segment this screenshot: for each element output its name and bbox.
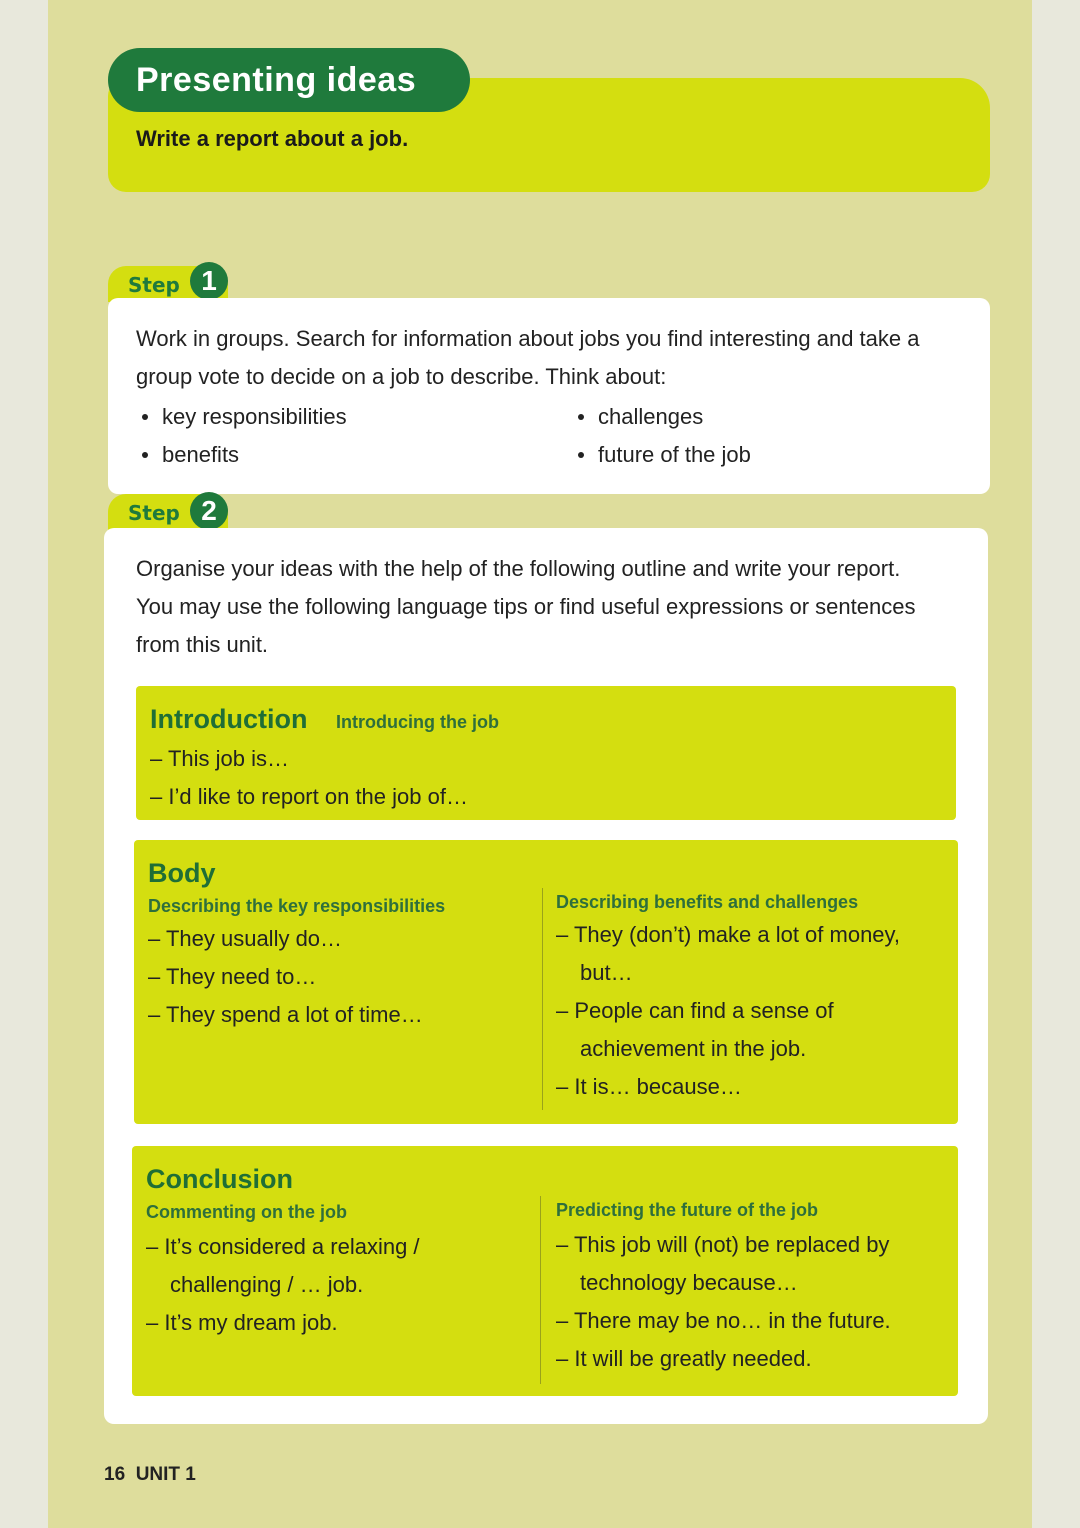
bullet-item: benefits xyxy=(162,442,240,467)
step-1-text-line1: Work in groups. Search for information about jobs you find interesting and take a xyxy=(136,326,920,351)
step-1-number: 1 xyxy=(190,262,228,300)
conclusion-divider xyxy=(540,1196,541,1384)
bullet-item: key responsibilities xyxy=(162,404,347,429)
body-right-line: – People can find a sense of xyxy=(556,998,834,1023)
body-right-line: – They (don’t) make a lot of money, xyxy=(556,922,901,947)
conclusion-right-line: technology because… xyxy=(580,1270,798,1295)
conclusion-right-line: – It will be greatly needed. xyxy=(556,1346,812,1371)
conclusion-left-line: – It’s my dream job. xyxy=(146,1310,338,1335)
body-right-line: achievement in the job. xyxy=(580,1036,807,1061)
introduction-subheading: Introducing the job xyxy=(336,712,499,732)
step-2-text-line2: You may use the following language tips or find useful expressions or sentences xyxy=(136,594,916,619)
conclusion-heading: Conclusion xyxy=(146,1164,293,1194)
conclusion-left-line: – It’s considered a relaxing / xyxy=(146,1234,420,1259)
bullet-dot xyxy=(578,414,584,420)
body-left-line: – They usually do… xyxy=(148,926,343,951)
conclusion-right-subheading: Predicting the future of the job xyxy=(556,1200,818,1220)
body-left-line: – They need to… xyxy=(148,964,317,989)
page-title: Presenting ideas xyxy=(108,48,470,112)
step-1-text-line2: group vote to decide on a job to describe. Think about: xyxy=(136,364,667,389)
conclusion-left-line: challenging / … job. xyxy=(170,1272,364,1297)
conclusion-left-subheading: Commenting on the job xyxy=(146,1202,347,1222)
step-1-label: Step xyxy=(128,273,180,297)
body-heading: Body xyxy=(148,858,216,888)
introduction-line: – This job is… xyxy=(150,746,289,771)
body-right-line: but… xyxy=(580,960,633,985)
bullet-item: future of the job xyxy=(598,442,751,467)
body-right-subheading: Describing benefits and challenges xyxy=(556,892,859,912)
body-left-line: – They spend a lot of time… xyxy=(148,1002,423,1027)
bullet-dot xyxy=(142,452,148,458)
page-subtitle: Write a report about a job. xyxy=(136,126,409,151)
body-divider xyxy=(542,888,543,1110)
conclusion-right-line: – There may be no… in the future. xyxy=(556,1308,891,1333)
introduction-heading: Introduction xyxy=(150,704,308,734)
step-2-label: Step xyxy=(128,501,180,525)
bullet-item: challenges xyxy=(598,404,704,429)
step-2-number: 2 xyxy=(190,492,228,530)
step-2-text-line3: from this unit. xyxy=(136,632,269,657)
page-footer: 16 UNIT 1 xyxy=(104,1464,196,1485)
body-right-line: – It is… because… xyxy=(556,1074,742,1099)
step-2-text-line1: Organise your ideas with the help of the following outline and write your report. xyxy=(136,556,901,581)
bullet-dot xyxy=(578,452,584,458)
conclusion-right-line: – This job will (not) be replaced by xyxy=(556,1232,890,1257)
body-left-subheading: Describing the key responsibilities xyxy=(148,896,446,916)
introduction-line: – I’d like to report on the job of… xyxy=(150,784,468,809)
bullet-dot xyxy=(142,414,148,420)
